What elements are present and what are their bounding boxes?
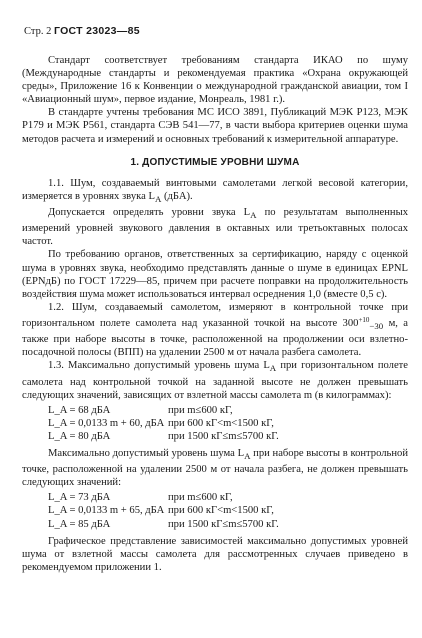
page-header [24, 25, 140, 37]
section-title: 1. ДОПУСТИМЫЕ УРОВНИ ШУМА [130, 156, 300, 168]
paragraph-graph: Графическое представление зависимостей максимально допустимых уровней шума от взлетной массы самолета для рассмотренных случаев приведено в рекомендуемом приложении 1. [22, 535, 408, 573]
formula-condition: при m≤600 кГ, [168, 404, 233, 416]
formula-expression: L_A = 0,0133 m + 65, дБА [48, 505, 165, 517]
formula-condition: при m≤600 кГ, [168, 492, 233, 504]
formula-row [22, 504, 408, 517]
standard-number: ГОСТ 23023—85 [53, 25, 140, 37]
formula-expression: L_A = 80 дБА [48, 430, 111, 442]
formula-row [22, 430, 408, 443]
formula-row [22, 518, 408, 531]
paragraph-1-1: 1.1. Шум, создаваемый винтовыми самолетами легкой весовой категории, измеряется в уровнях звука $L_А$ (дБА). [22, 177, 408, 204]
intro-paragraph-2: В стандарте учтены требования МС ИСО 3891, Публикаций МЭК Р123, МЭК Р179 и МЭК Р561, стандарта СЭВ 541—77, в части выбора критериев оценки шума методов расчета и измерений и основных требований к измерительной аппаратуре. [22, 107, 408, 145]
formulas-climb [22, 491, 408, 530]
intro-paragraph-1: Стандарт соответствует требованиям стандарта ИКАО по шуму (Международные стандарты и рекомендуемая практика «Охрана окружающей среды», Приложение 16 к Конвенции о международной гражданской авиации, том I «Авиационный шум», первое издание, Монреаль, 1981 г.). [22, 55, 408, 106]
document-body [22, 54, 408, 574]
paragraph-1-2: 1.2. Шум, создаваемый самолетом, измеряют в контрольной точке при горизонтальном полете самолета над указанной точкой на высоте $300^{+10}_{-30}$ м, а также при наборе высоты в точке, расположенной на продолжении оси взлетно-посадочной полосы (ВПП) на удалении 2500 м от начала разбега самолета. [22, 301, 408, 359]
formula-expression: L_A = 68 дБА [48, 404, 111, 416]
formula-expression: L_A = 85 дБА [48, 518, 111, 530]
paragraph-request: По требованию органов, ответственных за сертификацию, наряду с оценкой шума в уровнях звука, необходимо представлять данные о шуме в единицах EPNL (EPNдБ) по ГОСТ 17229—85, причем при расчете поправки на продолжительность воздействия шума может использоваться интервал осреднения 1,0 (вместе 0,5 с). [22, 249, 408, 300]
formula-condition: при 600 кГ<m<1500 кГ, [168, 505, 274, 517]
paragraph-max-climb: Максимально допустимый уровень шума $L_А$ при наборе высоты в контрольной точке, расположенной на удалении 2500 м от начала разбега, не должен превышать следующих значений: [22, 447, 408, 489]
page-number: Стр. 2 [24, 26, 52, 37]
paragraph-allowed: Допускается определять уровни звука $L_А$ по результатам выполненных измерений уровней звукового давления в октавных или третьоктавных полосах частот. [22, 207, 408, 248]
paragraph-1-3: 1.3. Максимально допустимый уровень шума $L_А$ при горизонтальном полете самолета над контрольной точкой на заданной высоте не должен превышать следующих значений, зависящих от взлетной массы самолета m (в килограммах): [22, 360, 408, 401]
formula-condition: при 1500 кГ≤m≤5700 кГ. [168, 518, 279, 530]
formulas-level-flight [22, 404, 408, 443]
formula-condition: при 600 кГ<m<1500 кГ, [168, 417, 274, 429]
formula-row [22, 404, 408, 417]
formula-expression: L_A = 73 дБА [48, 492, 111, 504]
formula-row [22, 417, 408, 430]
formula-expression: L_A = 0,0133 m + 60, дБА [48, 417, 165, 429]
formula-row [22, 491, 408, 504]
formula-condition: при 1500 кГ≤m≤5700 кГ. [168, 430, 279, 442]
